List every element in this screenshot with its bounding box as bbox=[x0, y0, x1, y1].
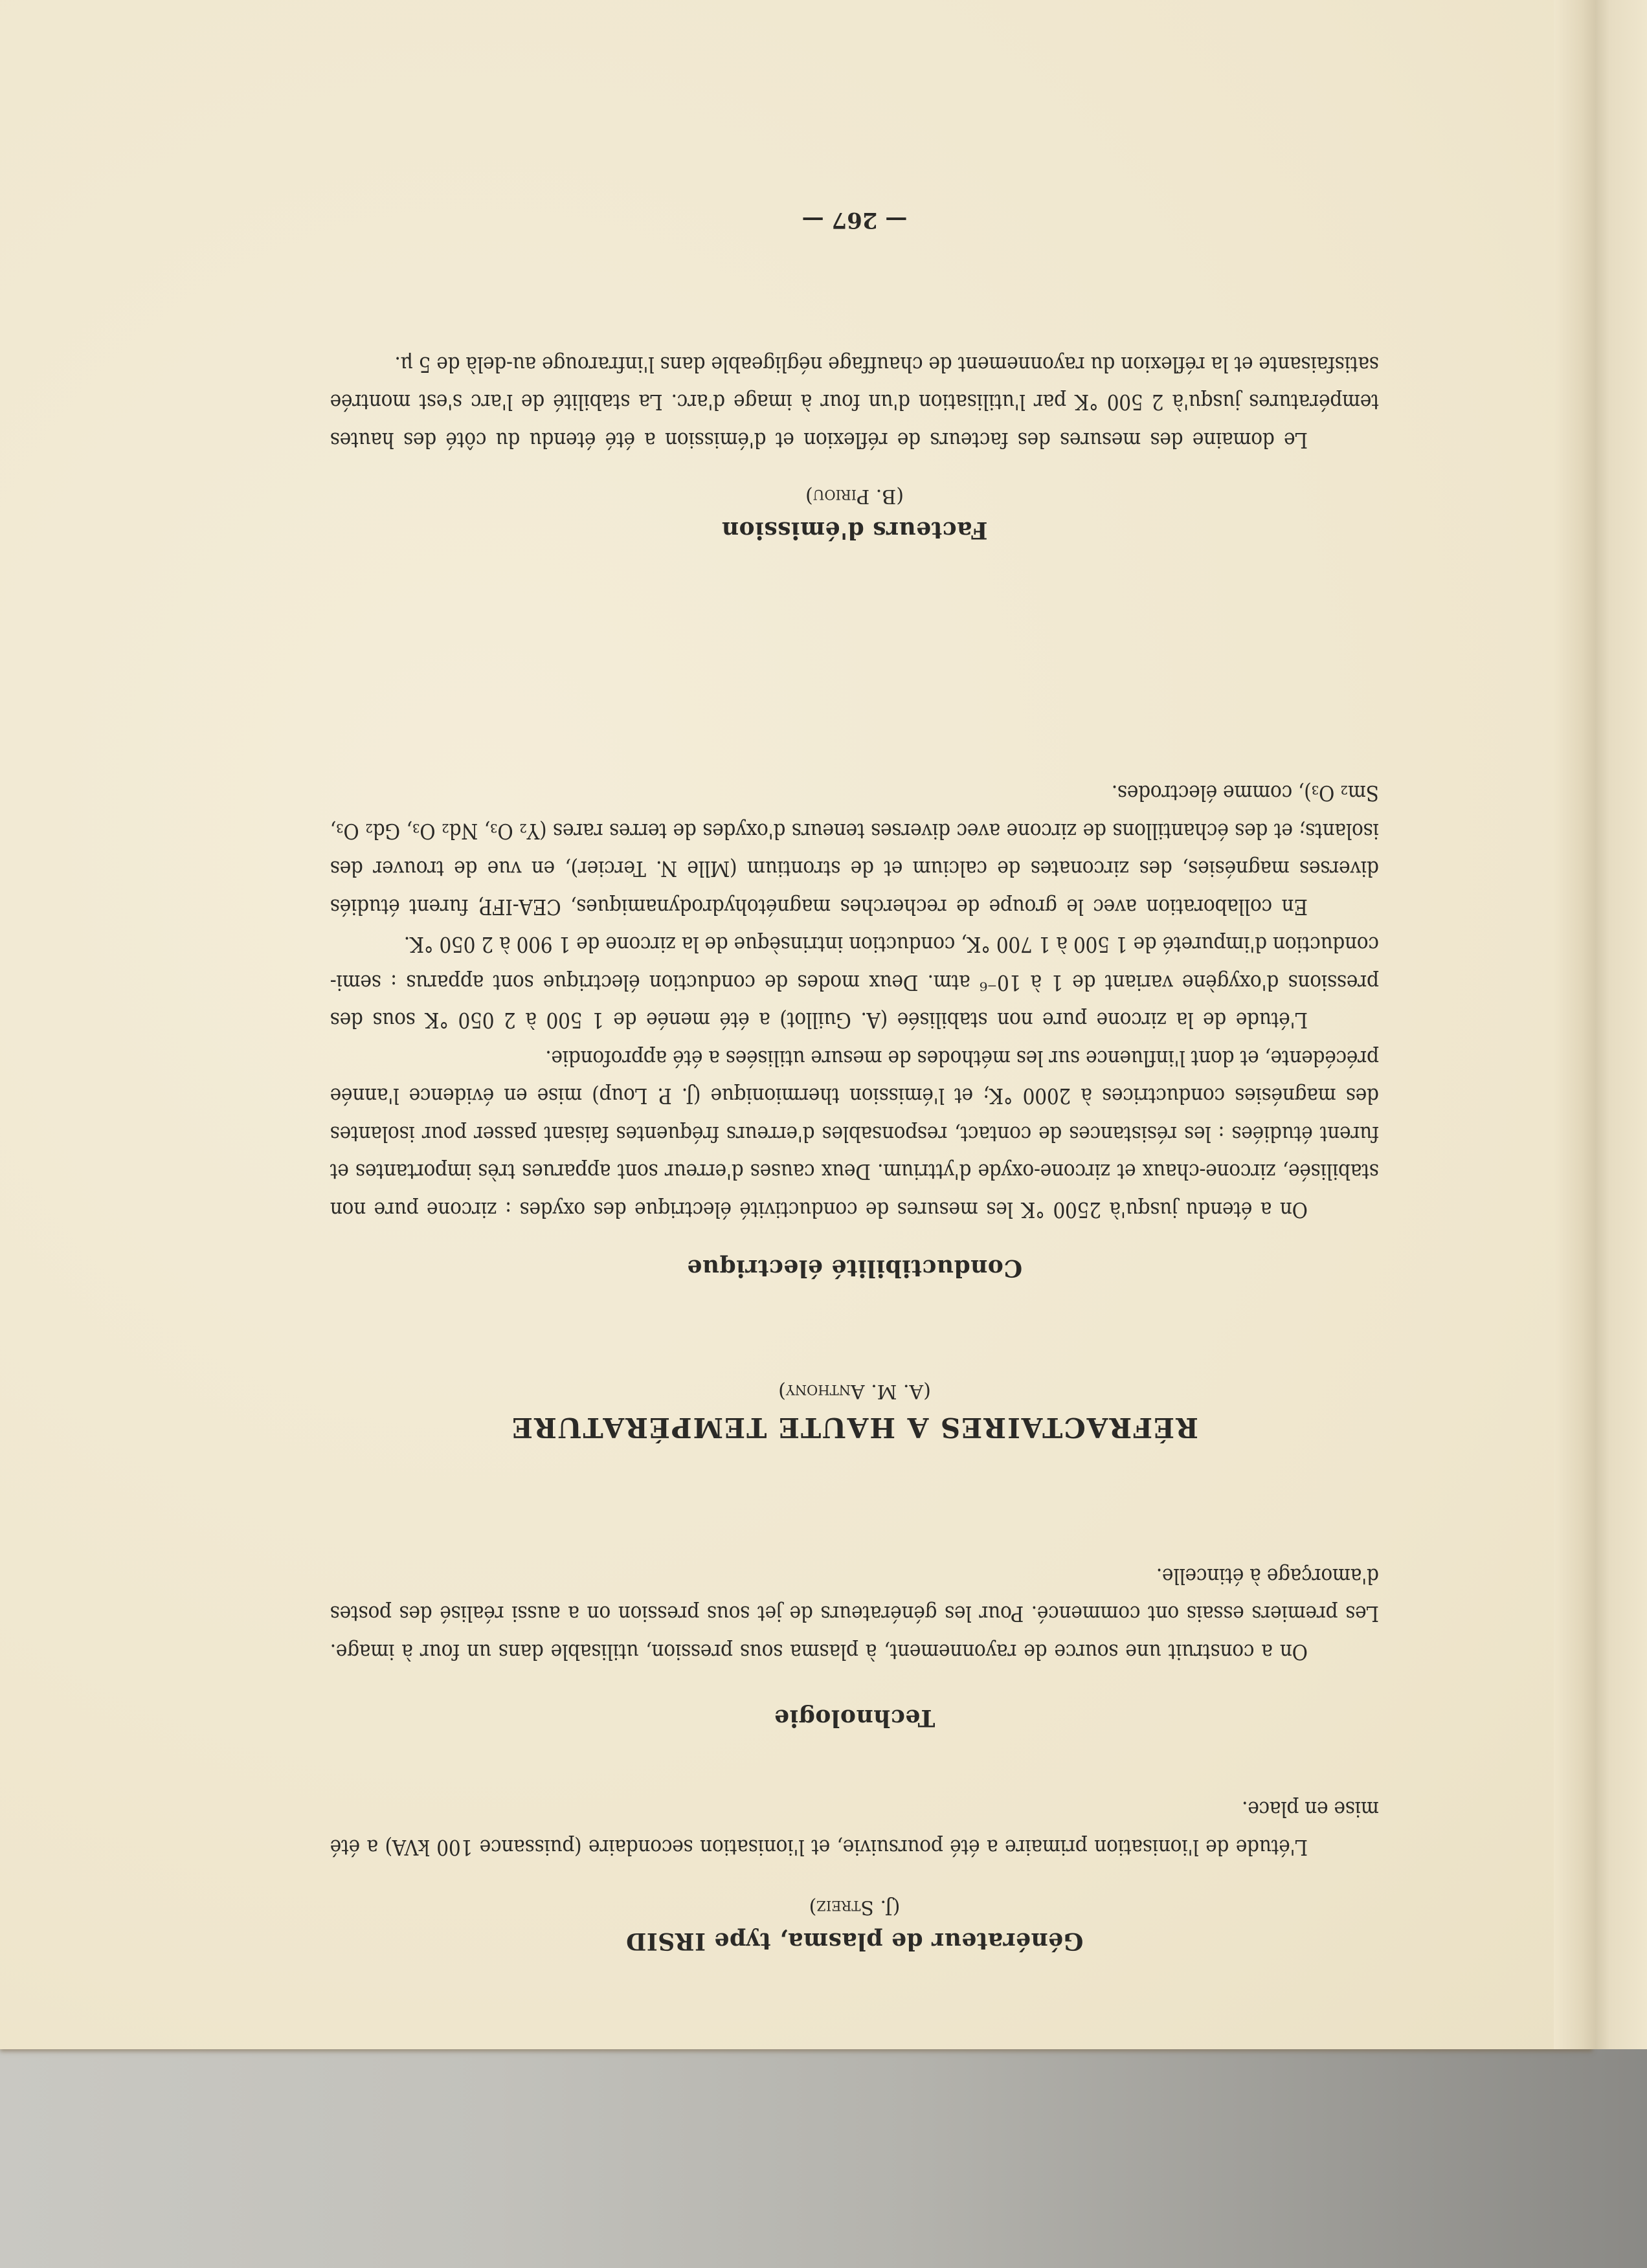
page-gutter bbox=[1554, 0, 1647, 2049]
section-author: (B. Piriou) bbox=[805, 485, 904, 507]
page-number: — 267 — bbox=[801, 207, 908, 233]
chapter-title: RÉFRACTAIRES A HAUTE TEMPÉRATURE bbox=[510, 1412, 1199, 1443]
chapter-refractaires bbox=[330, 1380, 1379, 1443]
section-title: Générateur de plasma, type IRSID bbox=[625, 1928, 1084, 1955]
page-footer bbox=[330, 207, 1379, 233]
paragraph: En collaboration avec le groupe de recherches magnétohydrodynamiques, CEA-IFP, furent étudiés diverses magnésies, des zirconates de calcium et de strontium (Mlle N. Tercier), en vue de trouver des isolants; et des échantillons de zircone avec diverses teneurs d'oxydes de terres rares (Y₂ O₃, Nd₂ O₃, Gd₂ O₃, Sm₂ O₃), comme électrodes. bbox=[330, 781, 1379, 920]
paragraph: L'étude de la zircone pure non stabilisée (A. Guillot) a été menée de 1 500 à 2 050 °K sous des pressions d'oxygène variant de 1 à 10⁻⁶ atm. Deux modes de conduction électrique sont apparus : semi-conduction d'impureté de 1 500 à 1 700 °K, conduction intrinsèque de la zircone de 1 900 à 2 050 °K. bbox=[330, 932, 1379, 1034]
chapter-author: (A. M. Anthony) bbox=[778, 1380, 931, 1403]
section-facteurs-emission bbox=[330, 346, 1379, 544]
scanner-bed bbox=[0, 2049, 1647, 2268]
paragraph: On a étendu jusqu'à 2500 °K les mesures de conductivité électrique des oxydes : zircone pure non stabilisée, zircone-chaux et zircone-oxyde d'yttrium. Deux causes d'erreur sont apparues très importantes et furent étudiées : les résistances de contact, responsables d'erreurs fréquentes faisant passer pour isolantes des magnésies conductrices à 2000 °K; et l'émission thermionique (J. P. Loup) mise en évidence l'année précédente, et dont l'influence sur les méthodes de mesure utilisées a été approfondie. bbox=[330, 1046, 1379, 1223]
section-conductibilite bbox=[330, 774, 1379, 1282]
paragraph: L'étude de l'ionisation primaire a été poursuivie, et l'ionisation secondaire (puissance 100 kVA) a été mise en place. bbox=[330, 1797, 1379, 1860]
section-generateur bbox=[330, 1790, 1379, 1955]
section-title: Conductibilité électrique bbox=[686, 1254, 1023, 1282]
section-title: Technologie bbox=[774, 1704, 936, 1731]
section-technologie bbox=[330, 1557, 1379, 1732]
page-content-rotated bbox=[330, 194, 1379, 1955]
section-author: (J. Streiz) bbox=[809, 1896, 901, 1918]
paragraph: On a construit une source de rayonnement, à plasma sous pression, utilisable dans un four à image. Les premiers essais ont commencé. Pour les générateurs de jet sous pression on a aussi réalisé des postes d'amorçage à étincelle. bbox=[330, 1564, 1379, 1665]
paragraph: Le domaine des mesures des facteurs de réflexion et d'émission a été étendu du côté des hautes températures jusqu'à 2 500 °K par l'utilisation d'un four à image d'arc. La stabilité de l'arc s'est montrée satisfaisante et la réflexion du rayonnement de chauffage négligeable dans l'infrarouge au-delà de 5 μ. bbox=[330, 352, 1379, 453]
section-title: Facteurs d'émission bbox=[721, 517, 988, 544]
